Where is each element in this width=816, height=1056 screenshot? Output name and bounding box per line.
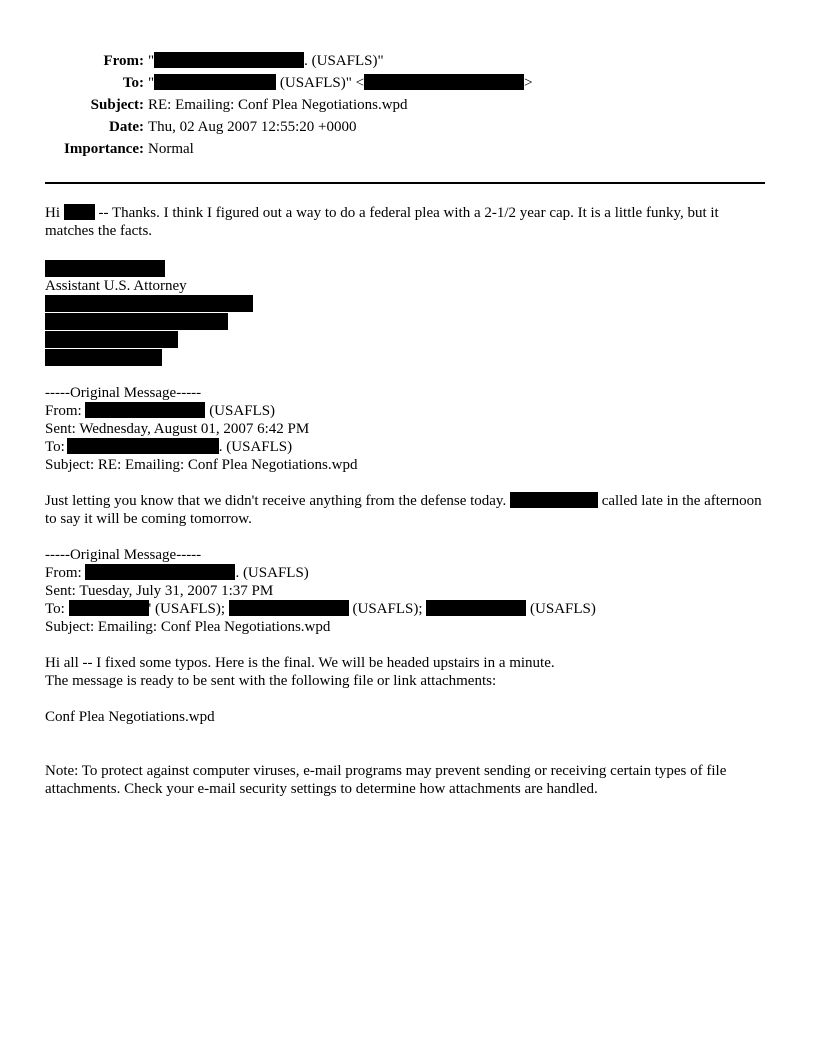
security-note: Note: To protect against computer viruses, e-mail programs may prevent sending or receiving certain types of file attachments. Check your e-mail security settings to determine how attachments are handled. — [45, 763, 727, 797]
signature-redaction — [45, 331, 178, 348]
original1-body: Just letting you know that we didn't receive anything from the defense today. called late in the afternoon to say it will be coming tomorrow. — [45, 493, 762, 527]
header-to-row — [0, 74, 816, 96]
importance-value: Normal — [148, 141, 194, 157]
signature-title: Assistant U.S. Attorney — [45, 278, 187, 294]
original1-subject: Subject: RE: Emailing: Conf Plea Negotiations.wpd — [45, 457, 358, 473]
original1-from: From: (USAFLS) — [45, 403, 276, 419]
original-message-divider: -----Original Message----- — [45, 547, 202, 563]
header-date-row — [0, 118, 816, 140]
signature-name-redaction — [45, 260, 165, 277]
original2-body-line1: Hi all -- I fixed some typos. Here is the final. We will be headed upstairs in a minute. — [45, 655, 555, 671]
redaction-box — [69, 600, 149, 616]
email-header — [0, 52, 816, 162]
attachment-name: Conf Plea Negotiations.wpd — [45, 709, 215, 725]
redaction-box — [229, 600, 349, 616]
email-body — [45, 204, 765, 798]
header-from-row — [0, 52, 816, 74]
redaction-box — [426, 600, 526, 616]
original2-to: To: ' (USAFLS); (USAFLS); (USAFLS) — [45, 601, 596, 617]
date-label: Date: — [109, 119, 144, 135]
signature-redaction — [45, 313, 228, 330]
redaction-box — [67, 438, 219, 454]
redaction-box — [364, 74, 524, 90]
redaction-box — [85, 564, 235, 580]
from-value: " . (USAFLS)" — [148, 53, 384, 69]
redaction-box — [154, 74, 276, 90]
original2-subject: Subject: Emailing: Conf Plea Negotiations.wpd — [45, 619, 331, 635]
from-label: From: — [103, 53, 144, 69]
redaction-box — [85, 402, 205, 418]
header-subject-row — [0, 96, 816, 118]
reply-paragraph: Hi -- Thanks. I think I figured out a way to do a federal plea with a 2-1/2 year cap. It is a little funky, but it matches the facts. — [45, 205, 719, 239]
original2-sent: Sent: Tuesday, July 31, 2007 1:37 PM — [45, 583, 274, 599]
header-importance-row — [0, 140, 816, 162]
subject-value: RE: Emailing: Conf Plea Negotiations.wpd — [148, 97, 408, 113]
original1-sent: Sent: Wednesday, August 01, 2007 6:42 PM — [45, 421, 310, 437]
original1-to: To: . (USAFLS) — [45, 439, 293, 455]
to-label: To: — [122, 75, 144, 91]
redaction-box — [154, 52, 304, 68]
original-message-divider: -----Original Message----- — [45, 385, 202, 401]
signature-redaction — [45, 349, 162, 366]
date-value: Thu, 02 Aug 2007 12:55:20 +0000 — [148, 119, 357, 135]
signature-redaction — [45, 295, 253, 312]
redaction-box — [64, 204, 95, 220]
redaction-box — [510, 492, 598, 508]
to-value: " (USAFLS)" < > — [148, 75, 533, 91]
importance-label: Importance: — [64, 141, 144, 157]
header-divider — [45, 182, 765, 184]
original2-body-line2: The message is ready to be sent with the following file or link attachments: — [45, 673, 497, 689]
subject-label: Subject: — [90, 97, 144, 113]
original2-from: From: . (USAFLS) — [45, 565, 309, 581]
